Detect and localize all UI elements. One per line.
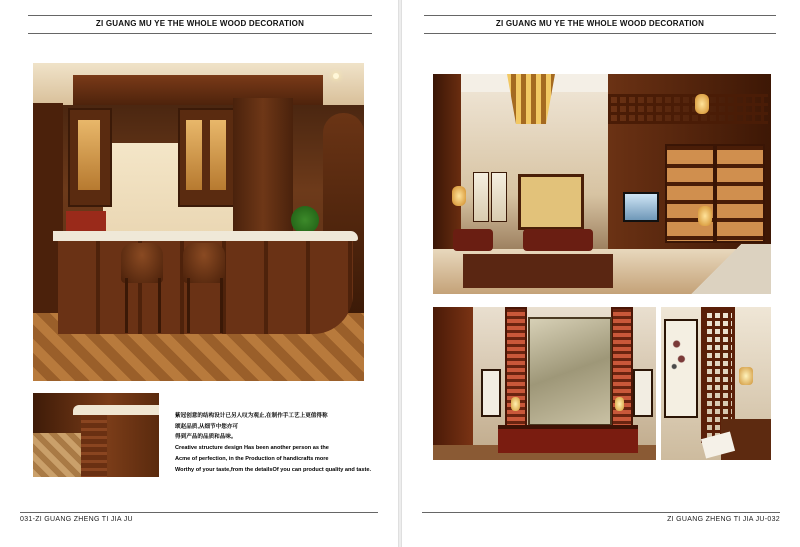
kitchen-bar-photo xyxy=(33,63,364,381)
tea-room-photo xyxy=(433,307,656,460)
header-rule-top xyxy=(28,15,372,16)
header-rule-bottom xyxy=(424,33,776,34)
description-line: 得到产品的品质和品味。 xyxy=(175,434,237,441)
description-line: Worthy of your taste,from the detailsOf you can product quality and taste. xyxy=(175,466,372,473)
header-rule-top xyxy=(424,15,776,16)
description-text xyxy=(175,411,375,475)
header-rule-bottom xyxy=(28,33,372,34)
footer-rule xyxy=(422,512,780,513)
right-page-header: ZI GUANG MU YE THE WHOLE WOOD DECORATION xyxy=(495,19,705,28)
study-corner-photo xyxy=(661,307,771,460)
description-line: Creative structure design Has been another person as the xyxy=(175,445,329,452)
description-line: Acme of perfection, in the Production of handicrafts more xyxy=(175,455,329,462)
description-line: 紫冠创意的结构设计已另人叹为观止,在制作手工艺上更值得称 xyxy=(175,413,328,419)
left-page-footer: 031-ZI GUANG ZHENG TI JIA JU xyxy=(20,516,133,523)
footer-rule xyxy=(20,512,378,513)
living-room-photo xyxy=(433,74,771,294)
left-page-header: ZI GUANG MU YE THE WHOLE WOOD DECORATION xyxy=(95,19,305,28)
counter-detail-photo xyxy=(33,393,159,477)
description-line: 颂赵品质,从细节中您亦可 xyxy=(175,423,239,430)
left-page xyxy=(0,0,398,547)
right-page-footer: ZI GUANG ZHENG TI JIA JU-032 xyxy=(667,516,780,523)
